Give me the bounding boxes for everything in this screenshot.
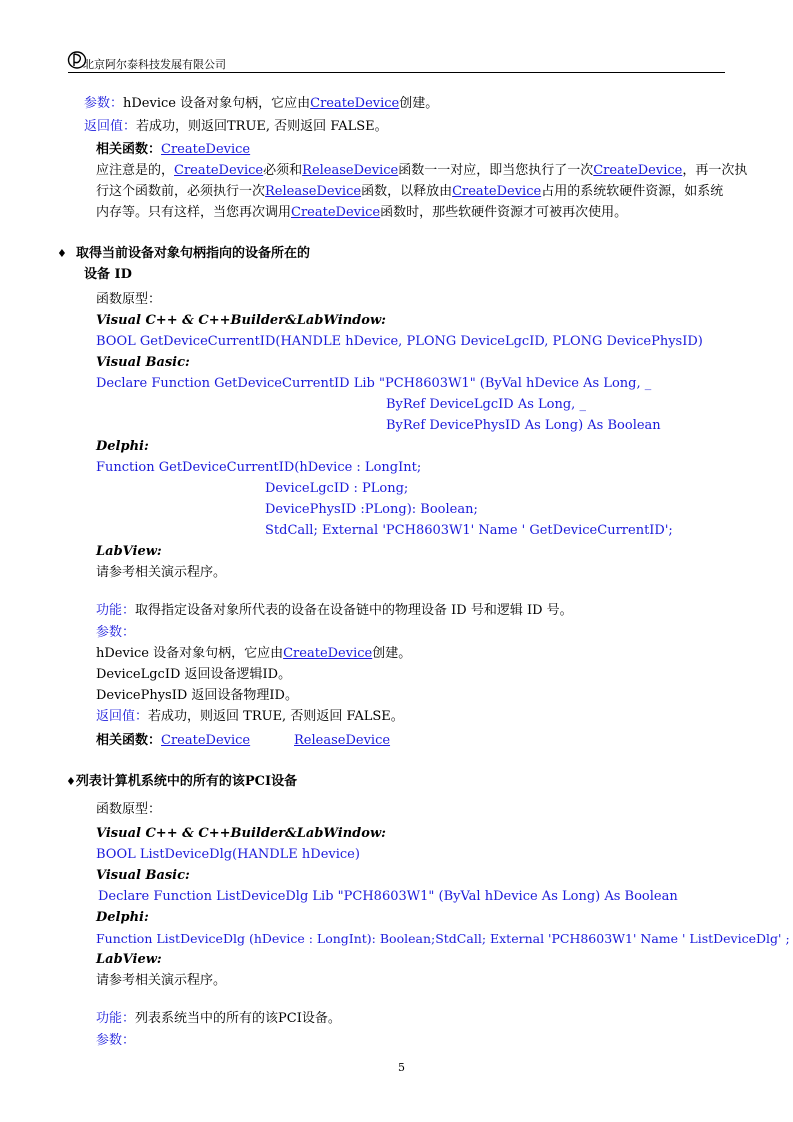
function-label: 功能：	[96, 1011, 136, 1026]
release-device-link[interactable]: ReleaseDevice	[302, 163, 399, 178]
proto-label: 函数原型：	[96, 802, 162, 817]
vb-code: Declare Function ListDeviceDlg Lib "PCH8603W1" (ByVal hDevice As Long) As Boolean	[98, 889, 678, 904]
labview-text: 请参考相关演示程序。	[96, 565, 227, 580]
section-heading-get-device-id	[57, 246, 310, 262]
param-hdevice	[96, 646, 411, 662]
create-device-link[interactable]: CreateDevice	[283, 646, 373, 661]
return-label: 返回值：	[96, 709, 149, 724]
return-label: 返回值：	[84, 119, 137, 134]
vc-code: BOOL GetDeviceCurrentID(HANDLE hDevice, PLONG DeviceLgcID, PLONG DevicePhysID)	[96, 334, 703, 349]
header-company-name: 北京阿尔泰科技发展有限公司	[83, 58, 226, 71]
param-text: hDevice 设备对象句柄，它应由	[96, 646, 284, 661]
page-number: 5	[398, 1061, 405, 1074]
delphi-label: Delphi:	[96, 910, 149, 925]
delphi-code-line-2: DeviceLgcID : PLong;	[265, 481, 409, 496]
related-release-device-wrap	[294, 733, 390, 749]
vb-code-line-1: Declare Function GetDeviceCurrentID Lib "PCH8603W1" (ByVal hDevice As Long, _	[96, 376, 652, 391]
related-line	[96, 733, 250, 749]
param-label: 参数：	[96, 625, 136, 640]
create-device-link[interactable]: CreateDevice	[291, 205, 381, 220]
related-create-device-link[interactable]: CreateDevice	[161, 733, 251, 748]
note-line-2	[96, 184, 723, 200]
diamond-bullet-icon: ♦	[57, 247, 67, 260]
return-line	[96, 709, 404, 725]
section-heading-list-devices	[66, 774, 297, 790]
vb-code-line-2: ByRef DeviceLgcID As Long, _	[386, 397, 586, 412]
related-label: 相关函数：	[96, 142, 162, 157]
labview-label: LabView:	[96, 544, 162, 559]
param-text: hDevice 设备对象句柄，它应由	[123, 96, 311, 111]
note-text: 应注意是的，	[96, 163, 175, 178]
function-text: 列表系统当中的所有的该PCI设备。	[135, 1011, 341, 1026]
labview-text: 请参考相关演示程序。	[96, 973, 227, 988]
related-create-device-link[interactable]: CreateDevice	[161, 142, 251, 157]
diamond-bullet-icon: ♦	[66, 775, 76, 788]
create-device-link[interactable]: CreateDevice	[452, 184, 542, 199]
note-text: 必须和	[263, 163, 303, 178]
vc-code: BOOL ListDeviceDlg(HANDLE hDevice)	[96, 847, 360, 862]
create-device-link[interactable]: CreateDevice	[174, 163, 264, 178]
param-text-end: 创建。	[399, 96, 439, 111]
return-line	[84, 119, 388, 135]
delphi-code: Function ListDeviceDlg (hDevice : LongInt): Boolean;StdCall; External 'PCH8603W1' Name ' ListDeviceDlg' ;	[96, 931, 790, 946]
related-line	[96, 142, 250, 158]
header-rule	[68, 72, 725, 73]
function-text: 取得指定设备对象所代表的设备在设备链中的物理设备 ID 号和逻辑 ID 号。	[135, 603, 573, 618]
vb-label: Visual Basic:	[96, 355, 190, 370]
function-line	[96, 603, 573, 619]
delphi-code-line-3: DevicePhysID :PLong): Boolean;	[265, 502, 478, 517]
heading-text: 列表计算机系统中的所有的该PCI设备	[75, 774, 298, 789]
proto-label: 函数原型：	[96, 292, 162, 307]
create-device-link[interactable]: CreateDevice	[310, 96, 400, 111]
vc-label: Visual C++ & C++Builder&LabWindow:	[96, 313, 386, 328]
note-text: ，再一次执	[682, 163, 748, 178]
param-physid: DevicePhysID 返回设备物理ID。	[96, 688, 298, 703]
param-label: 参数：	[96, 1033, 136, 1048]
return-text: 若成功，则返回TRUE, 否则返回 FALSE。	[136, 119, 388, 134]
note-text: 函数一一对应，即当您执行了一次	[398, 163, 594, 178]
related-label: 相关函数：	[96, 733, 162, 748]
delphi-code-line-4: StdCall; External 'PCH8603W1' Name ' GetDeviceCurrentID';	[265, 523, 673, 538]
note-text: 内存等。只有这样，当您再次调用	[96, 205, 292, 220]
param-label: 参数：	[84, 96, 124, 111]
return-text: 若成功，则返回 TRUE, 否则返回 FALSE。	[148, 709, 404, 724]
note-text: 占用的系统软硬件资源，如系统	[541, 184, 724, 199]
note-line-3	[96, 205, 627, 221]
related-release-device-link[interactable]: ReleaseDevice	[294, 733, 391, 748]
note-line-1	[96, 163, 747, 179]
function-label: 功能：	[96, 603, 136, 618]
release-device-link[interactable]: ReleaseDevice	[265, 184, 362, 199]
param-line	[84, 96, 438, 112]
vb-label: Visual Basic:	[96, 868, 190, 883]
create-device-link[interactable]: CreateDevice	[593, 163, 683, 178]
heading-text-line-2: 设备 ID	[84, 267, 132, 282]
param-text-end: 创建。	[372, 646, 412, 661]
delphi-label: Delphi:	[96, 439, 149, 454]
vb-code-line-3: ByRef DevicePhysID As Long) As Boolean	[386, 418, 661, 433]
labview-label: LabView:	[96, 952, 162, 967]
param-lgcid: DeviceLgcID 返回设备逻辑ID。	[96, 667, 292, 682]
note-text: 函数，以释放由	[361, 184, 453, 199]
function-line	[96, 1011, 341, 1027]
delphi-code-line-1: Function GetDeviceCurrentID(hDevice : LongInt;	[96, 460, 422, 475]
note-text: 函数时，那些软硬件资源才可被再次使用。	[380, 205, 628, 220]
heading-text: 取得当前设备对象句柄指向的设备所在的	[75, 246, 310, 261]
note-text: 行这个函数前，必须执行一次	[96, 184, 266, 199]
vc-label: Visual C++ & C++Builder&LabWindow:	[96, 826, 386, 841]
